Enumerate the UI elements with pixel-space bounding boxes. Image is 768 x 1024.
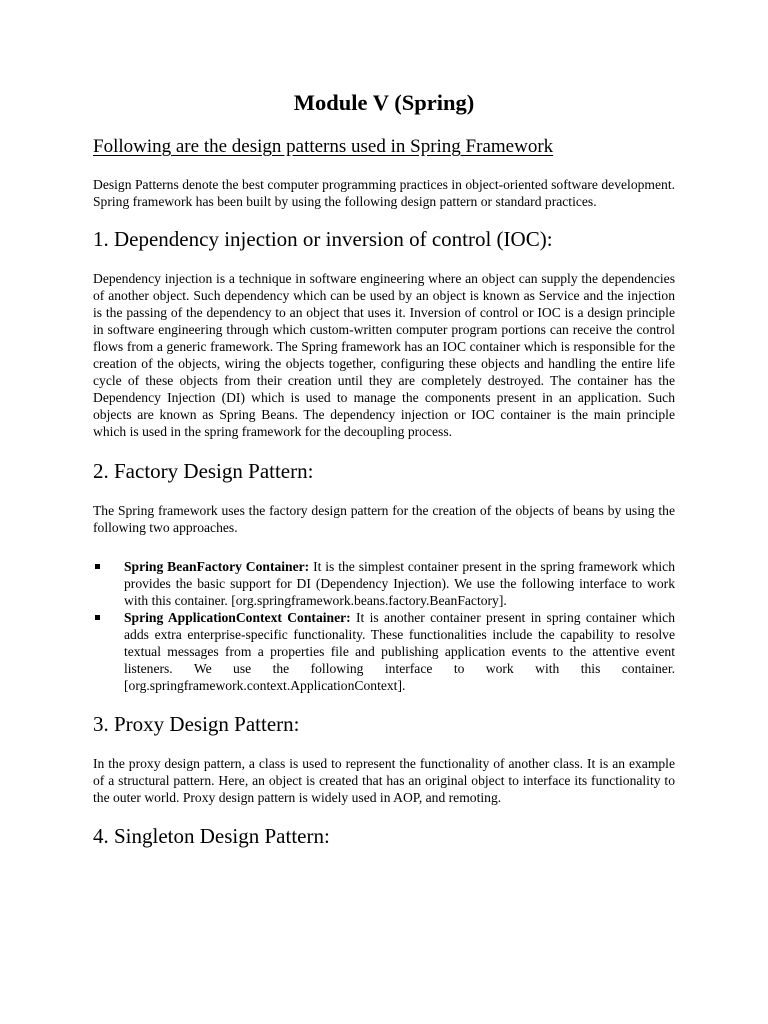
document-subtitle: Following are the design patterns used in Spring Framework <box>93 136 554 157</box>
bullet-term: Spring ApplicationContext Container: <box>124 610 351 625</box>
section-heading-singleton: 4. Singleton Design Pattern: <box>93 824 330 848</box>
intro-paragraph: Design Patterns denote the best computer programming practices in object-oriented software development. Spring framework has been built by using the following design pattern or standard practices. <box>93 177 675 209</box>
bullet-text: It is another container present in spring container which adds extra enterprise-specific functionality. These functionalities include the capability to resolve textual messages from a properties file and publishing application events to the attentive event listeners. We use the following interface to work with this container. [org.springframework.context.ApplicationContext]. <box>124 610 675 693</box>
document-title: Module V (Spring) <box>293 90 475 115</box>
bullet-text: It is the simplest container present in the spring framework which provides the basic support for DI (Dependency Injection). We use the following interface to work with this container. [org.springframework.beans.factory.BeanFactory]. <box>124 559 675 608</box>
square-bullet-icon <box>95 615 100 620</box>
bullet-term: Spring BeanFactory Container: <box>124 559 310 574</box>
section-heading-ioc: 1. Dependency injection or inversion of control (IOC): <box>93 227 553 251</box>
section-body-factory: The Spring framework uses the factory design pattern for the creation of the objects of beans by using the following two approaches. <box>93 503 675 535</box>
list-item <box>93 609 675 694</box>
section-body-proxy: In the proxy design pattern, a class is used to represent the functionality of another class. It is an example of a structural pattern. Here, an object is created that has an original object to interface its functionality to the outer world. Proxy design pattern is widely used in AOP, and remoting. <box>93 756 675 805</box>
section-heading-proxy: 3. Proxy Design Pattern: <box>93 712 300 736</box>
section-heading-factory: 2. Factory Design Pattern: <box>93 459 314 483</box>
square-bullet-icon <box>95 564 100 569</box>
list-item <box>93 558 675 609</box>
section-body-ioc: Dependency injection is a technique in software engineering where an object can supply the dependencies of another object. Such dependency which can be used by an object is known as Service and the injection is the passing of the dependency to an object that uses it. Inversion of control or IOC is a design principle in software engineering through which custom-written computer program portions can receive the control flows from a generic framework. The Spring framework has an IOC container which is responsible for the creation of the objects, wiring the objects together, configuring these objects and handling the entire life cycle of these objects from their creation until they are completely destroyed. The container has the Dependency Injection (DI) which is used to manage the components present in an application. Such objects are known as Spring Beans. The dependency injection or IOC container is the main principle which is used in the spring framework for the decoupling process. <box>93 271 675 439</box>
factory-bullet-list <box>93 558 675 694</box>
